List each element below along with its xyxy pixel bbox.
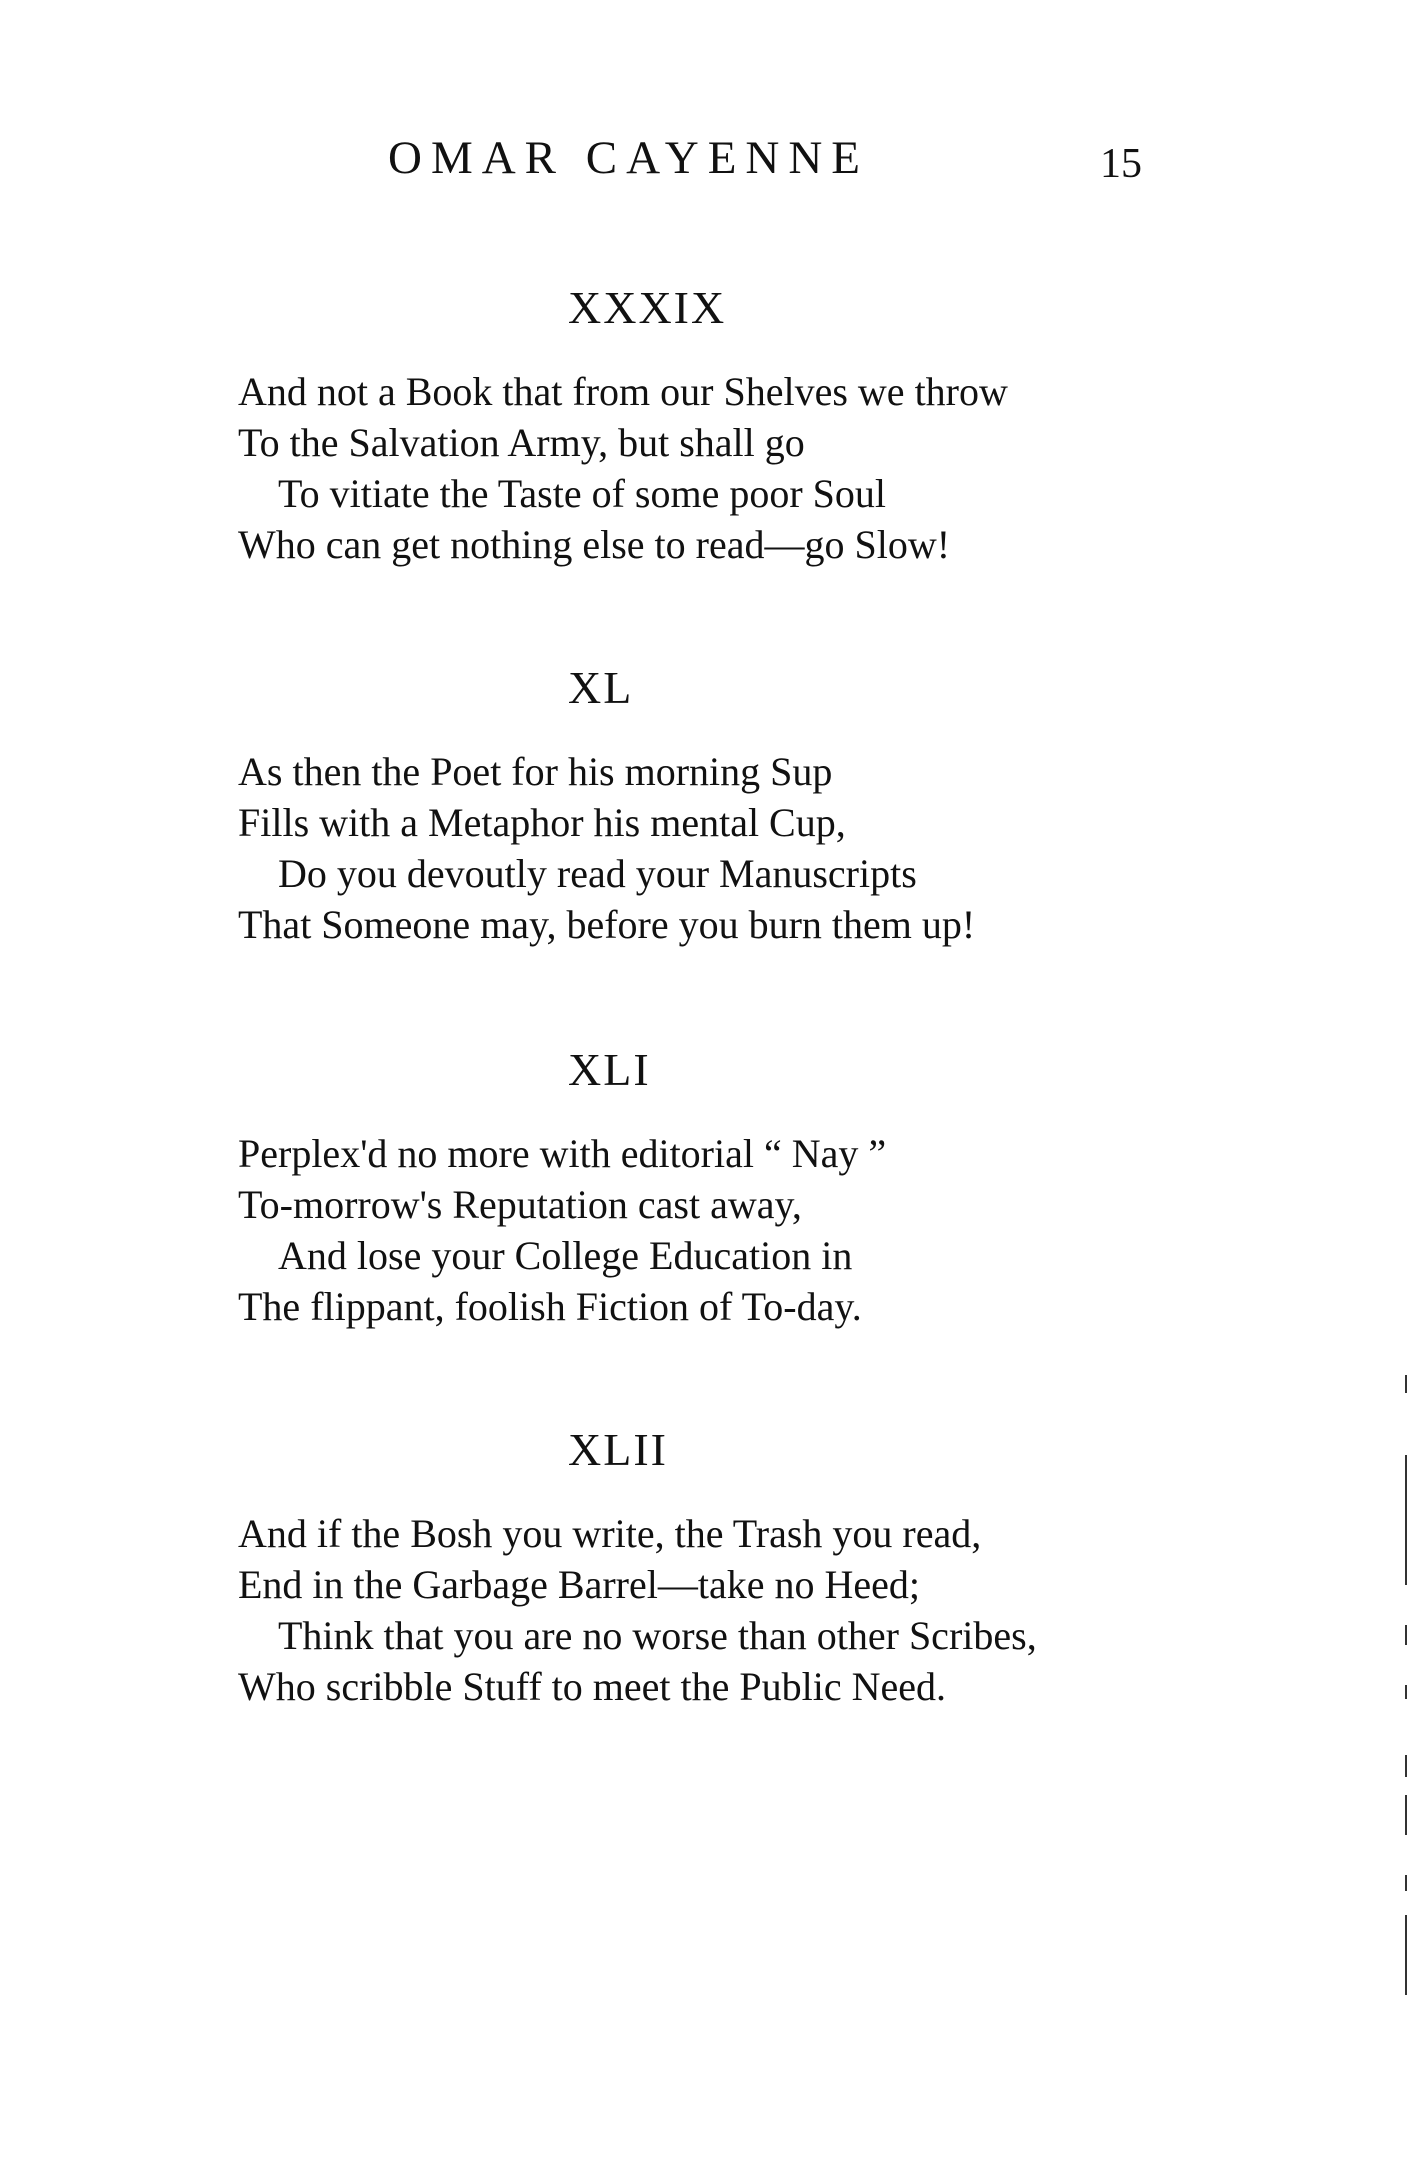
edge-mark xyxy=(1405,1375,1407,1393)
stanza-xxxix xyxy=(238,278,1238,570)
stanza-xli xyxy=(238,1040,1238,1332)
verse-line: And lose your College Education in xyxy=(278,1233,853,1278)
verse-line: End in the Garbage Barrel—take no Heed; xyxy=(238,1562,920,1607)
stanza-xl xyxy=(238,658,1238,950)
verse-line: To vitiate the Taste of some poor Soul xyxy=(278,471,887,516)
verse-line: And not a Book that from our Shelves we throw xyxy=(238,369,1008,414)
edge-mark xyxy=(1405,1755,1407,1777)
edge-mark xyxy=(1405,1915,1407,1995)
stanza-number: XL xyxy=(568,662,634,713)
running-head xyxy=(0,128,1425,188)
verse-line: Fills with a Metaphor his mental Cup, xyxy=(238,800,846,845)
page-number: 15 xyxy=(1100,141,1142,187)
verse-line: Who scribble Stuff to meet the Public Need. xyxy=(238,1664,946,1709)
edge-mark xyxy=(1405,1455,1407,1585)
edge-mark xyxy=(1405,1685,1407,1699)
stanza-number: XXXIX xyxy=(568,282,727,333)
verse-line: As then the Poet for his morning Sup xyxy=(238,749,833,794)
scan-edge-marks xyxy=(1405,1375,1415,1995)
stanza-xlii xyxy=(238,1420,1238,1712)
verse-line: Think that you are no worse than other Scribes, xyxy=(278,1613,1037,1658)
running-title: OMAR CAYENNE xyxy=(388,132,869,184)
verse-line: And if the Bosh you write, the Trash you read, xyxy=(238,1511,982,1556)
verse-line: Do you devoutly read your Manuscripts xyxy=(278,851,917,896)
verse-line: To the Salvation Army, but shall go xyxy=(238,420,805,465)
stanza-number: XLI xyxy=(568,1044,651,1095)
edge-mark xyxy=(1405,1795,1407,1835)
verse-line: Who can get nothing else to read—go Slow! xyxy=(238,522,951,567)
edge-mark xyxy=(1405,1875,1407,1891)
verse-line: That Someone may, before you burn them up! xyxy=(238,902,976,947)
verse-line: Perplex'd no more with editorial “ Nay ” xyxy=(238,1131,887,1176)
verse-line: The flippant, foolish Fiction of To-day. xyxy=(238,1284,862,1329)
verse-line: To-morrow's Reputation cast away, xyxy=(238,1182,802,1227)
stanza-number: XLII xyxy=(568,1424,668,1475)
edge-mark xyxy=(1405,1625,1407,1645)
